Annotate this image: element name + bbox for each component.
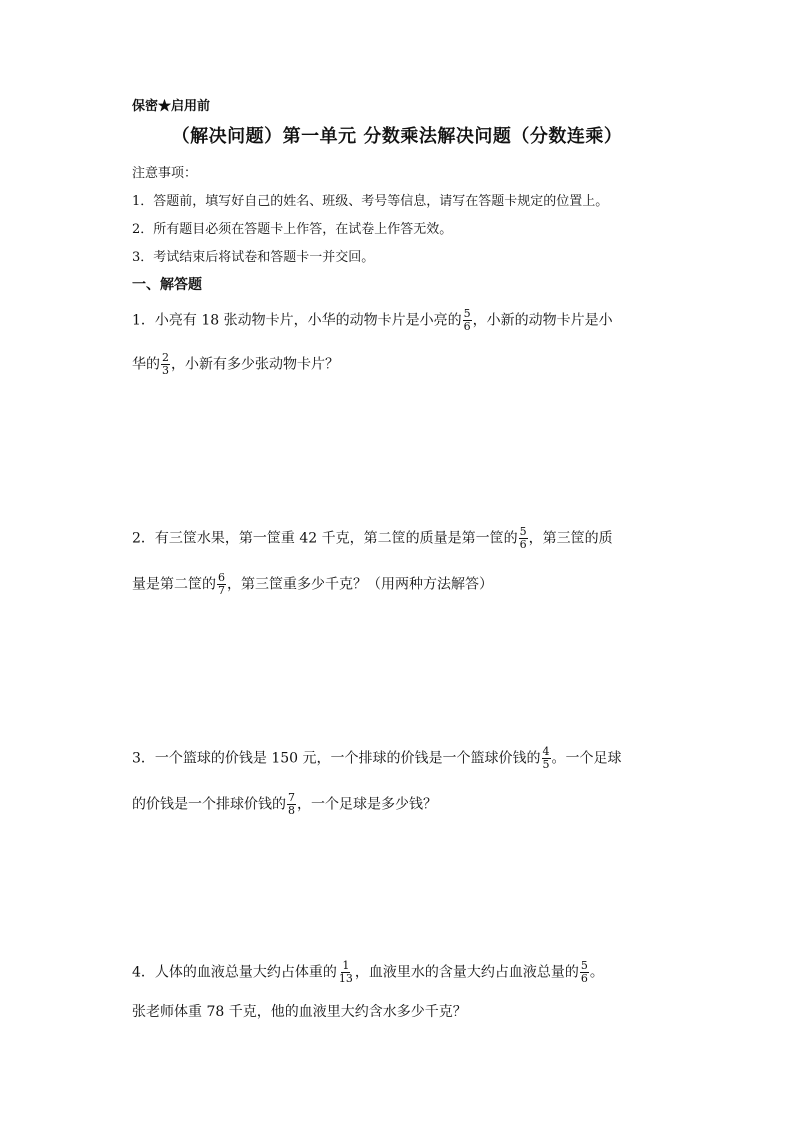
question-text: 1．小亮有 18 张动物卡片，小华的动物卡片是小亮的 xyxy=(132,312,462,329)
fraction-denominator: 8 xyxy=(288,804,295,817)
fraction-numerator: 7 xyxy=(288,791,295,804)
question-text: 4．人体的血液总量大约占体重的 xyxy=(132,964,337,981)
fraction xyxy=(519,526,528,551)
question-2-line-1 xyxy=(132,526,613,551)
fraction xyxy=(463,308,472,333)
question-3-line-2 xyxy=(132,792,437,817)
fraction-numerator: 2 xyxy=(162,351,169,364)
question-text: 3．一个篮球的价钱是 150 元，一个排球的价钱是一个篮球价钱的 xyxy=(132,750,541,767)
fraction-numerator: 6 xyxy=(218,571,225,584)
question-text: 。一个足球 xyxy=(551,750,622,767)
page-title: （解决问题）第一单元 分数乘法解决问题（分数连乘） xyxy=(171,126,623,147)
notice-item: 2．所有题目必须在答题卡上作答，在试卷上作答无效。 xyxy=(132,222,453,237)
fraction-denominator: 6 xyxy=(463,320,471,333)
question-2-line-2 xyxy=(132,572,493,597)
question-text: ，小新的动物卡片是小 xyxy=(472,312,613,329)
notice-item: 3．考试结束后将试卷和答题卡一并交回。 xyxy=(132,250,375,265)
fraction-denominator: 6 xyxy=(519,538,527,551)
fraction-denominator: 5 xyxy=(542,758,550,771)
question-text: 华的 xyxy=(132,356,160,373)
fraction-denominator: 7 xyxy=(218,584,225,597)
fraction xyxy=(338,960,354,985)
fraction-denominator: 13 xyxy=(338,972,353,985)
fraction-denominator: 6 xyxy=(580,972,588,985)
fraction-numerator: 1 xyxy=(342,959,350,972)
question-4-line-2 xyxy=(132,1002,467,1022)
question-1-line-1 xyxy=(132,308,613,333)
question-text: ，第三筐的质 xyxy=(528,530,613,547)
question-text: 2．有三筐水果，第一筐重 42 千克，第二筐的质量是第一筐的 xyxy=(132,530,518,547)
notice-heading: 注意事项： xyxy=(132,166,198,181)
fraction xyxy=(542,746,551,771)
question-text: 。 xyxy=(589,964,604,981)
fraction xyxy=(580,960,589,985)
question-text: ，血液里水的含量大约占血液总量的 xyxy=(354,964,579,981)
fraction xyxy=(217,572,226,597)
question-1-line-2 xyxy=(132,352,339,377)
question-text: ，第三筐重多少千克？（用两种方法解答） xyxy=(227,576,493,593)
question-text: ，小新有多少张动物卡片？ xyxy=(171,356,339,373)
fraction xyxy=(287,792,296,817)
question-text: 的价钱是一个排球价钱的 xyxy=(132,796,286,813)
question-text: 张老师体重 78 千克，他的血液里大约含水多少千克？ xyxy=(132,1004,467,1020)
question-text: 量是第二筐的 xyxy=(132,576,216,593)
confidential-label: 保密★启用前 xyxy=(132,99,211,114)
fraction-numerator: 5 xyxy=(519,525,527,538)
fraction xyxy=(161,352,170,377)
question-3-line-1 xyxy=(132,746,622,771)
fraction-numerator: 5 xyxy=(580,959,588,972)
question-text: ，一个足球是多少钱？ xyxy=(297,796,437,813)
question-4-line-1 xyxy=(132,960,604,985)
notice-item: 1．答题前，填写好自己的姓名、班级、考号等信息，请写在答题卡规定的位置上。 xyxy=(132,194,609,209)
fraction-numerator: 5 xyxy=(463,307,471,320)
section-title: 一、解答题 xyxy=(132,277,202,293)
fraction-denominator: 3 xyxy=(162,364,169,377)
fraction-numerator: 4 xyxy=(542,745,550,758)
